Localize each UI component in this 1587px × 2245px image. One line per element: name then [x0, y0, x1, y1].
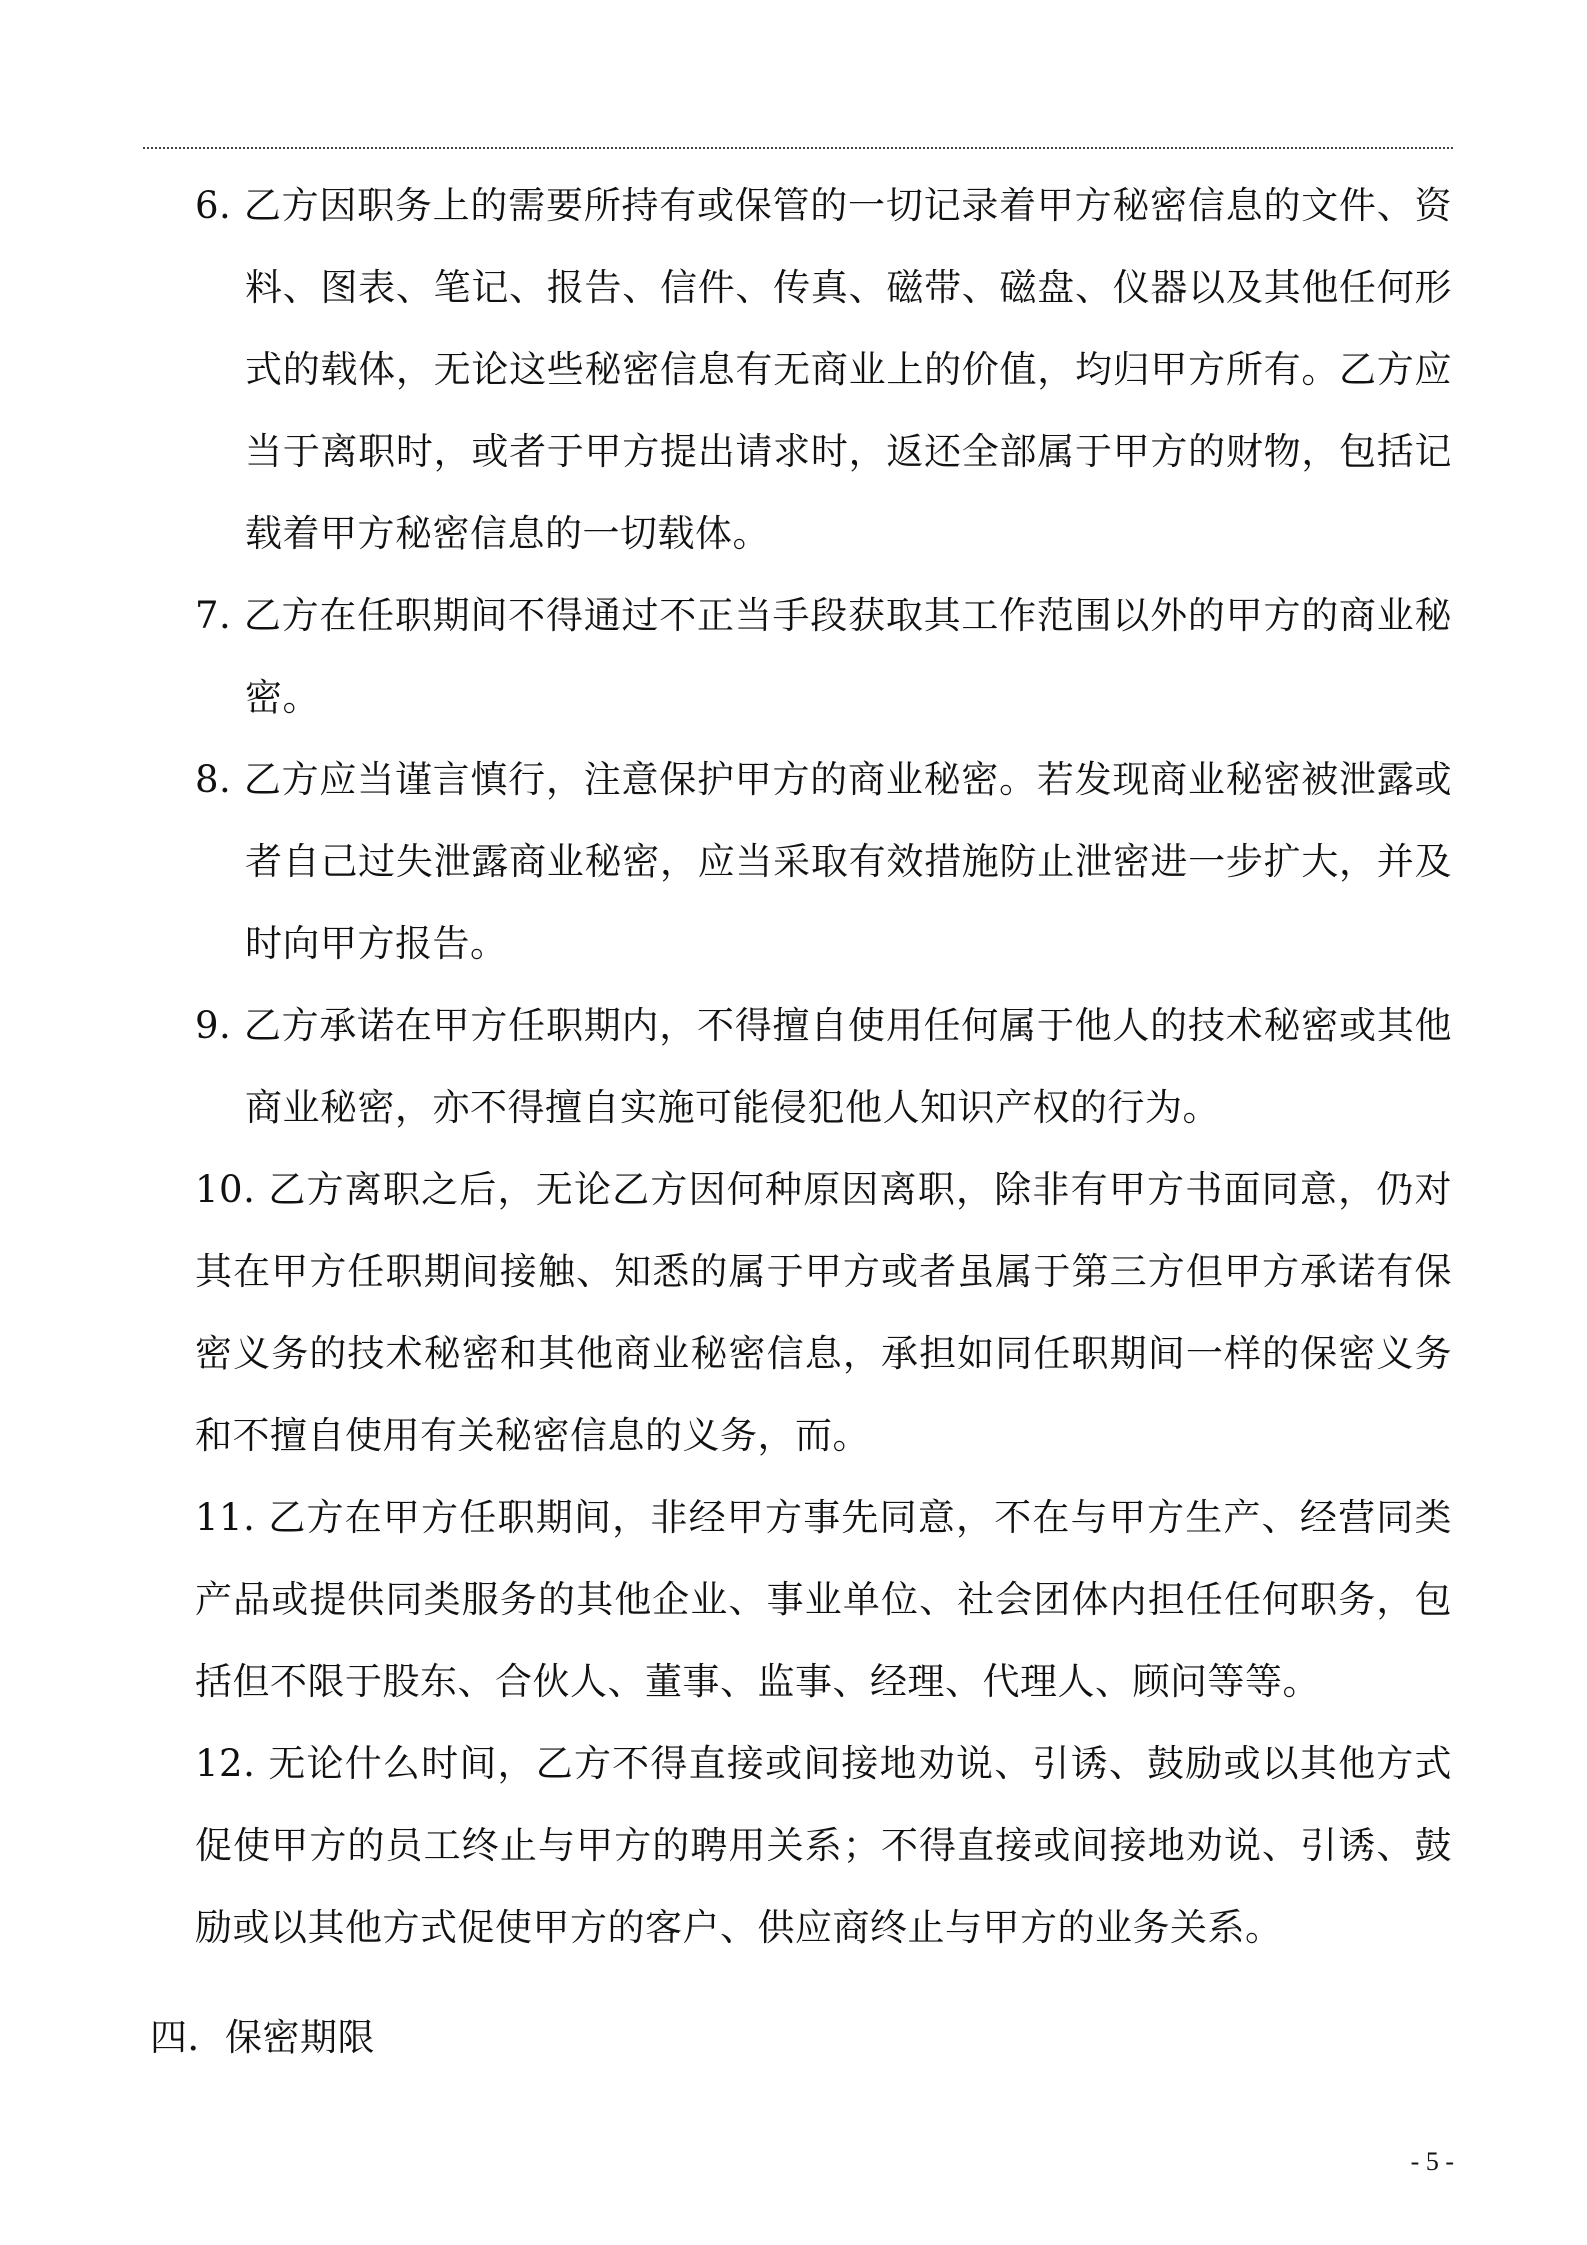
clause-number: 10.: [195, 1168, 256, 1211]
clause-6: [195, 165, 1452, 575]
clause-number: 6.: [195, 184, 232, 227]
clause-text: 乙方因职务上的需要所持有或保管的一切记录着甲方秘密信息的文件、资料、图表、笔记、报告、信件、传真、磁带、磁盘、仪器以及其他任何形式的载体，无论这些秘密信息有无商业上的价值，均归甲方所有。乙方应当于离职时，或者于甲方提出请求时，返还全部属于甲方的财物，包括记载着甲方秘密信息的一切载体。: [243, 184, 1453, 555]
clause-text: 乙方应当谨言慎行，注意保护甲方的商业秘密。若发现商业秘密被泄露或者自己过失泄露商业秘密，应当采取有效措施防止泄密进一步扩大，并及时向甲方报告。: [243, 758, 1453, 965]
section-heading: 四．保密期限: [150, 2016, 375, 2059]
clause-number: 11.: [195, 1496, 256, 1539]
clause-number: 7.: [195, 594, 232, 637]
clause-10: [195, 1149, 1452, 1477]
clause-number: 9.: [195, 1004, 232, 1047]
header-rule: [143, 147, 1453, 149]
clause-number: 12.: [195, 1742, 256, 1785]
clause-text: 无论什么时间，乙方不得直接或间接地劝说、引诱、鼓励或以其他方式促使甲方的员工终止与甲方的聘用关系；不得直接或间接地劝说、引诱、鼓励或以其他方式促使甲方的客户、供应商终止与甲方的业务关系。: [195, 1742, 1452, 1949]
clause-text: 乙方在甲方任职期间，非经甲方事先同意，不在与甲方生产、经营同类产品或提供同类服务的其他企业、事业单位、社会团体内担任任何职务，包括但不限于股东、合伙人、董事、监事、经理、代理人、顾问等等。: [195, 1496, 1452, 1703]
clause-7: [195, 575, 1452, 739]
clause-text: 乙方在任职期间不得通过不正当手段获取其工作范围以外的甲方的商业秘密。: [243, 594, 1453, 719]
clause-text: 乙方承诺在甲方任职期内，不得擅自使用任何属于他人的技术秘密或其他商业秘密，亦不得擅自实施可能侵犯他人知识产权的行为。: [243, 1004, 1453, 1129]
clause-text: 乙方离职之后，无论乙方因何种原因离职，除非有甲方书面同意，仍对其在甲方任职期间接触、知悉的属于甲方或者虽属于第三方但甲方承诺有保密义务的技术秘密和其他商业秘密信息，承担如同任职期间一样的保密义务和不擅自使用有关秘密信息的义务，而。: [195, 1168, 1452, 1457]
clause-8: [195, 739, 1452, 985]
clause-12: [195, 1723, 1452, 1969]
page-number: - 5 -: [1410, 2147, 1454, 2176]
clause-number: 8.: [195, 758, 232, 801]
document-body: [195, 165, 1452, 1969]
clause-11: [195, 1477, 1452, 1723]
clause-9: [195, 985, 1452, 1149]
